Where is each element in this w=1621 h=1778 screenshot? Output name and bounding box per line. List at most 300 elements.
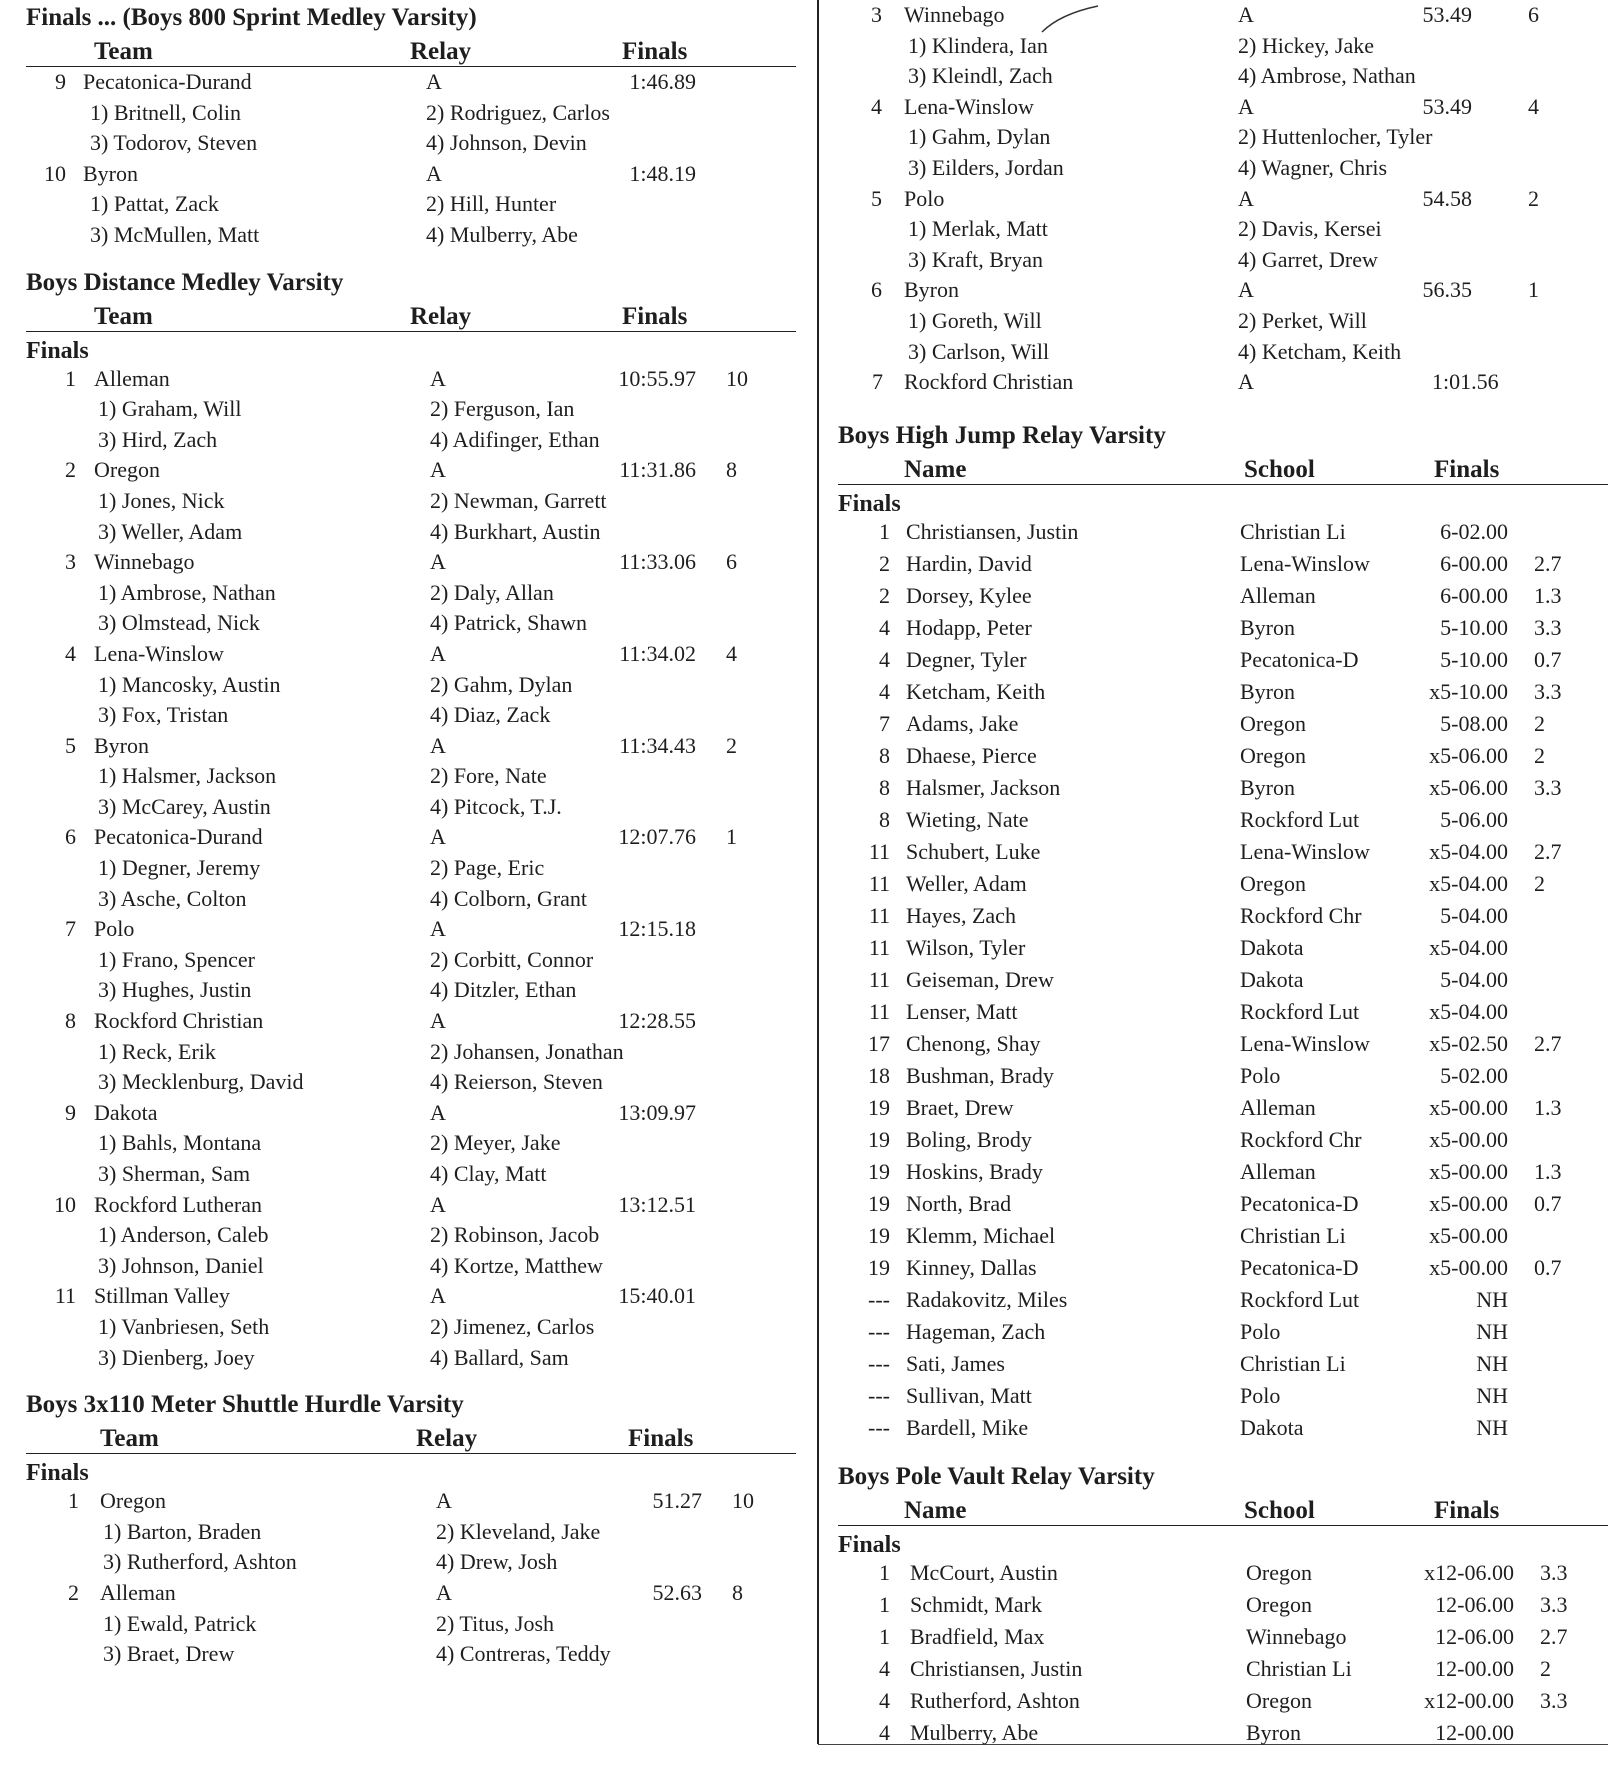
place: 3 [871, 2, 882, 27]
finals-time: 10:55.97 [618, 365, 696, 391]
place: 9 [55, 69, 66, 94]
relay-result-row [26, 1578, 796, 1609]
relay-members-row [26, 1220, 796, 1251]
runner-leg-1: 1) Graham, Will [98, 396, 242, 422]
runner-leg-2: 2) Fore, Nate [430, 763, 547, 789]
event-title-shuttle-hurdle: Boys 3x110 Meter Shuttle Hurdle Varsity [26, 1391, 464, 1419]
relay-members-row [26, 761, 796, 792]
finals-mark: x5-00.00 [1429, 1126, 1508, 1152]
school-name: Christian Li [1240, 518, 1346, 544]
athlete-name: Sullivan, Matt [906, 1382, 1032, 1408]
athlete-name: Degner, Tyler [906, 646, 1027, 672]
athlete-name: Schubert, Luke [906, 838, 1041, 864]
school-name: Rockford Lut [1240, 1286, 1360, 1312]
team-name: Lena-Winslow [904, 93, 1034, 119]
finals-time: 53.49 [1422, 93, 1472, 119]
athlete-result-row [838, 1654, 1608, 1686]
school-name: Oregon [1240, 710, 1306, 736]
place: 11 [868, 966, 890, 992]
team-name: Rockford Christian [94, 1008, 264, 1034]
runner-leg-4: 4) Adifinger, Ethan [430, 426, 600, 452]
relay-members-row [26, 128, 796, 159]
athlete-result-row [838, 613, 1608, 645]
runner-leg-2: 2) Gahm, Dylan [430, 671, 573, 697]
runner-leg-1: 1) Goreth, Will [908, 307, 1042, 333]
relay-result-row [838, 184, 1608, 215]
runner-leg-4: 4) Contreras, Teddy [436, 1641, 611, 1667]
runner-leg-1: 1) Klindera, Ian [908, 32, 1048, 58]
finals-mark: 12-06.00 [1435, 1623, 1514, 1649]
school-name: Byron [1240, 678, 1295, 704]
athlete-name: Ketcham, Keith [906, 678, 1046, 704]
finals-time: 1:01.56 [1432, 369, 1499, 395]
points: 10 [726, 365, 748, 391]
finals-mark: 6-00.00 [1440, 550, 1508, 576]
place: 4 [879, 1655, 890, 1681]
athlete-name: Geiseman, Drew [906, 966, 1054, 992]
school-name: Byron [1246, 1719, 1301, 1745]
points: 8 [726, 457, 737, 483]
athlete-result-row [838, 869, 1608, 901]
event-title-distance-medley: Boys Distance Medley Varsity [26, 268, 344, 296]
finals-mark: x12-00.00 [1424, 1687, 1514, 1713]
finals-time: 13:12.51 [618, 1191, 696, 1217]
relay-letter: A [426, 69, 442, 94]
pole-vault-results [838, 1558, 1608, 1750]
runner-leg-2: 2) Davis, Kersei [1238, 216, 1382, 242]
place: 7 [872, 369, 883, 395]
athlete-result-row [838, 997, 1608, 1029]
school-name: Lena-Winslow [1240, 550, 1370, 576]
runner-leg-1: 1) Mancosky, Austin [98, 671, 281, 697]
relay-result-row [26, 1486, 796, 1517]
relay-letter: A [1238, 369, 1254, 395]
place: 1 [65, 365, 76, 391]
athlete-result-row [838, 1061, 1608, 1093]
team-name: Dakota [94, 1099, 158, 1125]
relay-members-row [26, 1312, 796, 1343]
relay-result-row [26, 639, 796, 670]
relay-letter: A [1238, 2, 1254, 27]
relay-members-row [26, 1128, 796, 1159]
points: 3.3 [1540, 1591, 1568, 1617]
place: 5 [65, 732, 76, 758]
section-finals: Finals [838, 1531, 901, 1558]
athlete-name: McCourt, Austin [910, 1559, 1058, 1585]
relay-letter: A [430, 457, 446, 483]
points: 10 [732, 1488, 754, 1514]
runner-leg-4: 4) Wagner, Chris [1238, 154, 1388, 180]
athlete-name: Adams, Jake [906, 710, 1019, 736]
athlete-result-row [838, 1718, 1608, 1750]
finals-time: 12:15.18 [618, 916, 696, 942]
header-school: School [1244, 455, 1315, 483]
relay-members-row [26, 975, 796, 1006]
place: 19 [868, 1158, 890, 1184]
runner-leg-1: 1) Anderson, Caleb [98, 1222, 269, 1248]
athlete-result-row [838, 837, 1608, 869]
athlete-name: Hayes, Zach [906, 902, 1016, 928]
finals-mark: NH [1476, 1318, 1508, 1344]
points: 0.7 [1534, 646, 1562, 672]
place: 10 [44, 160, 66, 186]
runner-leg-3: 3) McMullen, Matt [90, 221, 260, 247]
place: 4 [879, 1719, 890, 1745]
right-column [838, 0, 1608, 1750]
team-name: Byron [94, 732, 149, 758]
points: 0.7 [1534, 1190, 1562, 1216]
school-name: Dakota [1240, 1414, 1304, 1440]
school-name: Pecatonica-D [1240, 1254, 1359, 1280]
athlete-name: Christiansen, Justin [910, 1655, 1083, 1681]
points: 1 [726, 824, 737, 850]
relay-members-row [26, 608, 796, 639]
header-relay: Relay [410, 302, 472, 330]
place: 1 [879, 1559, 890, 1585]
relay-members-row [26, 670, 796, 701]
section-finals: Finals [26, 337, 89, 364]
team-name: Polo [94, 916, 135, 942]
points: 2.7 [1534, 550, 1562, 576]
runner-leg-1: 1) Degner, Jeremy [98, 855, 261, 881]
place: 1 [879, 1591, 890, 1617]
runner-leg-2: 2) Jimenez, Carlos [430, 1313, 595, 1339]
athlete-name: Dhaese, Pierce [906, 742, 1037, 768]
finals-time: 11:34.02 [619, 640, 696, 666]
finals-time: 1:48.19 [629, 160, 696, 186]
finals-mark: 5-08.00 [1440, 710, 1508, 736]
runner-leg-4: 4) Reierson, Steven [430, 1069, 603, 1095]
points: 1.3 [1534, 1094, 1562, 1120]
relay-members-row [26, 1639, 796, 1670]
points: 8 [732, 1579, 743, 1605]
finals-mark: NH [1476, 1286, 1508, 1312]
athlete-name: Klemm, Michael [906, 1222, 1056, 1248]
athlete-name: Mulberry, Abe [910, 1719, 1039, 1745]
points: 3.3 [1540, 1559, 1568, 1585]
runner-leg-1: 1) Pattat, Zack [90, 191, 219, 217]
relay-letter: A [436, 1488, 452, 1514]
finals-mark: x5-00.00 [1429, 1190, 1508, 1216]
relay-letter: A [430, 824, 446, 850]
runner-leg-3: 3) Hughes, Justin [98, 977, 252, 1003]
athlete-result-row [838, 805, 1608, 837]
finals-mark: x5-00.00 [1429, 1222, 1508, 1248]
event-title-high-jump: Boys High Jump Relay Varsity [838, 421, 1166, 449]
runner-leg-3: 3) Kleindl, Zach [908, 63, 1053, 89]
runner-leg-4: 4) Burkhart, Austin [430, 518, 601, 544]
finals-mark: 6-00.00 [1440, 582, 1508, 608]
runner-leg-3: 3) Todorov, Steven [90, 130, 258, 156]
school-name: Oregon [1246, 1687, 1312, 1713]
column-header [26, 300, 796, 332]
athlete-result-row [838, 1093, 1608, 1125]
team-name: Stillman Valley [94, 1283, 230, 1309]
team-name: Rockford Lutheran [94, 1191, 262, 1217]
points: 6 [1528, 2, 1539, 27]
relay-members-row [26, 220, 796, 251]
finals-mark: x5-00.00 [1429, 1094, 1508, 1120]
school-name: Lena-Winslow [1240, 838, 1370, 864]
runner-leg-4: 4) Clay, Matt [430, 1161, 547, 1186]
finals-time: 12:07.76 [618, 824, 696, 850]
runner-leg-4: 4) Johnson, Devin [426, 130, 587, 156]
section-finals: Finals [26, 1460, 89, 1487]
relay-members-row [26, 98, 796, 129]
runner-leg-2: 2) Huttenlocher, Tyler [1238, 124, 1433, 150]
place: 11 [868, 934, 890, 960]
school-name: Byron [1240, 614, 1295, 640]
athlete-name: Wieting, Nate [906, 806, 1029, 832]
place: 19 [868, 1190, 890, 1216]
column-header [26, 35, 796, 67]
runner-leg-4: 4) Ballard, Sam [430, 1344, 569, 1370]
athlete-result-row [838, 549, 1608, 581]
athlete-result-row [838, 677, 1608, 709]
athlete-name: Bradfield, Max [910, 1623, 1045, 1649]
place: 2 [65, 457, 76, 483]
finals-time: 51.27 [652, 1488, 702, 1514]
school-name: Winnebago [1246, 1623, 1347, 1649]
place: 4 [65, 640, 76, 666]
header-finals: Finals [622, 38, 688, 65]
points: 2 [1534, 742, 1545, 768]
place: 11 [868, 870, 890, 896]
relay-result-row [838, 275, 1608, 306]
runner-leg-3: 3) Dienberg, Joey [98, 1344, 255, 1370]
school-name: Lena-Winslow [1240, 1030, 1370, 1056]
relay-members-row [26, 945, 796, 976]
runner-leg-3: 3) Fox, Tristan [98, 702, 229, 728]
school-name: Alleman [1240, 582, 1316, 608]
finals-mark: 12-00.00 [1435, 1655, 1514, 1681]
relay-members-row [26, 486, 796, 517]
team-name: Alleman [100, 1579, 176, 1605]
runner-leg-4: 4) Drew, Josh [436, 1549, 558, 1575]
relay-members-row [838, 61, 1608, 92]
finals-mark: x5-00.00 [1429, 1158, 1508, 1184]
relay-members-row [26, 1609, 796, 1640]
team-name: Winnebago [94, 549, 195, 575]
relay-result-row [26, 1281, 796, 1312]
athlete-result-row [838, 1413, 1608, 1445]
relay-letter: A [1238, 277, 1254, 303]
relay-members-row [26, 1067, 796, 1098]
school-name: Alleman [1240, 1158, 1316, 1184]
place: 5 [871, 185, 882, 211]
points: 2 [1528, 185, 1539, 211]
points: 2 [1534, 710, 1545, 736]
runner-leg-3: 3) Rutherford, Ashton [103, 1549, 297, 1575]
team-name: Oregon [100, 1488, 166, 1514]
finals-mark: 6-02.00 [1440, 518, 1508, 544]
place: 4 [879, 678, 890, 704]
school-name: Christian Li [1246, 1655, 1352, 1681]
place: 4 [879, 1687, 890, 1713]
finals-time: 53.49 [1422, 2, 1472, 27]
high-jump-results [838, 517, 1608, 1445]
relay-result-row [26, 547, 796, 578]
athlete-result-row [838, 581, 1608, 613]
athlete-name: Hodapp, Peter [906, 614, 1032, 640]
points: 1 [1528, 277, 1539, 303]
finals-mark: x5-04.00 [1429, 998, 1508, 1024]
athlete-result-row [838, 517, 1608, 549]
athlete-name: Radakovitz, Miles [906, 1286, 1068, 1312]
runner-leg-2: 2) Ferguson, Ian [430, 396, 575, 422]
finals-time: 11:31.86 [619, 457, 696, 483]
school-name: Rockford Chr [1240, 902, 1362, 928]
relay-members-row [26, 1517, 796, 1548]
school-name: Polo [1240, 1382, 1281, 1408]
athlete-result-row [838, 1189, 1608, 1221]
points: 3.3 [1534, 678, 1562, 704]
finals-time: 13:09.97 [618, 1099, 696, 1125]
athlete-result-row [838, 1253, 1608, 1285]
finals-time: 1:46.89 [629, 69, 696, 94]
points: 2 [1534, 870, 1545, 896]
relay-letter: A [430, 1191, 446, 1217]
finals-time: 52.63 [652, 1579, 702, 1605]
athlete-name: Wilson, Tyler [906, 934, 1026, 960]
place: 10 [54, 1191, 76, 1217]
relay-letter: A [1238, 185, 1254, 211]
school-name: Christian Li [1240, 1222, 1346, 1248]
relay-result-row [838, 0, 1608, 31]
relay-result-row [838, 367, 1608, 398]
relay-members-row [26, 394, 796, 425]
athlete-name: Lenser, Matt [906, 998, 1018, 1024]
finals-mark: 12-00.00 [1435, 1719, 1514, 1745]
place: 1 [879, 1623, 890, 1649]
finals-time: 11:34.43 [619, 732, 696, 758]
runner-leg-3: 3) Hird, Zach [98, 426, 218, 452]
team-name: Pecatonica-Durand [83, 69, 252, 94]
athlete-result-row [838, 1285, 1608, 1317]
relay-members-row [26, 1037, 796, 1068]
relay-letter: A [430, 916, 446, 942]
athlete-result-row [838, 1622, 1608, 1654]
runner-leg-1: 1) Britnell, Colin [90, 99, 241, 125]
shuttle-hurdle-results-continued [838, 0, 1608, 367]
header-relay: Relay [410, 38, 472, 65]
section-finals: Finals [838, 490, 901, 517]
points: 3.3 [1534, 774, 1562, 800]
points: 1.3 [1534, 582, 1562, 608]
athlete-result-row [838, 1125, 1608, 1157]
athlete-result-row [838, 1029, 1608, 1061]
place: --- [868, 1318, 890, 1344]
runner-leg-1: 1) Reck, Erik [98, 1038, 216, 1064]
athlete-name: Boling, Brody [906, 1126, 1032, 1152]
runner-leg-3: 3) Mecklenburg, David [98, 1069, 304, 1095]
finals-mark: 5-10.00 [1440, 646, 1508, 672]
runner-leg-3: 3) Olmstead, Nick [98, 610, 260, 636]
athlete-name: Bushman, Brady [906, 1062, 1054, 1088]
relay-letter: A [436, 1579, 452, 1605]
finals-time: 11:33.06 [619, 549, 696, 575]
school-name: Pecatonica-D [1240, 646, 1359, 672]
relay-members-row [26, 189, 796, 220]
relay-result-row [26, 731, 796, 762]
athlete-name: Hoskins, Brady [906, 1158, 1043, 1184]
finals-mark: 5-10.00 [1440, 614, 1508, 640]
school-name: Dakota [1240, 934, 1304, 960]
team-name: Pecatonica-Durand [94, 824, 263, 850]
athlete-result-row [838, 1590, 1608, 1622]
runner-leg-3: 3) Sherman, Sam [98, 1161, 251, 1186]
relay-members-row [26, 884, 796, 915]
points: 2.7 [1534, 1030, 1562, 1056]
points: 2 [1540, 1655, 1551, 1681]
school-name: Rockford Lut [1240, 998, 1360, 1024]
place: --- [868, 1382, 890, 1408]
points: 2 [726, 732, 737, 758]
finals-mark: x5-04.00 [1429, 934, 1508, 960]
athlete-name: Braet, Drew [906, 1094, 1014, 1120]
athlete-name: Hageman, Zach [906, 1318, 1046, 1344]
place: 1 [879, 518, 890, 544]
runner-leg-4: 4) Mulberry, Abe [426, 221, 578, 247]
runner-leg-3: 3) Johnson, Daniel [98, 1252, 264, 1278]
runner-leg-3: 3) Weller, Adam [98, 518, 243, 544]
points: 6 [726, 549, 737, 575]
header-finals: Finals [1434, 1496, 1500, 1524]
column-divider [817, 0, 819, 1744]
relay-members-row [26, 700, 796, 731]
relay-members-row [26, 1343, 796, 1374]
relay-members-row [838, 31, 1608, 62]
finals-mark: x5-06.00 [1429, 742, 1508, 768]
place: --- [868, 1414, 890, 1440]
place: 11 [868, 902, 890, 928]
finals-mark: 5-04.00 [1440, 966, 1508, 992]
athlete-result-row [838, 1558, 1608, 1590]
column-header [838, 1494, 1608, 1526]
event-title-sprint-medley: Finals ... (Boys 800 Sprint Medley Varsity) [26, 4, 477, 31]
athlete-name: Christiansen, Justin [906, 518, 1079, 544]
relay-letter: A [426, 160, 442, 186]
relay-members-row [26, 792, 796, 823]
school-name: Rockford Lut [1240, 806, 1360, 832]
runner-leg-4: 4) Garret, Drew [1238, 246, 1378, 272]
place: 19 [868, 1222, 890, 1248]
place: 4 [879, 646, 890, 672]
athlete-name: Bardell, Mike [906, 1414, 1029, 1440]
runner-leg-4: 4) Diaz, Zack [430, 702, 551, 728]
runner-leg-2: 2) Corbitt, Connor [430, 946, 594, 972]
runner-leg-2: 2) Robinson, Jacob [430, 1222, 600, 1248]
header-team: Team [94, 38, 153, 65]
place: 17 [868, 1030, 890, 1056]
relay-members-row [26, 1251, 796, 1282]
runner-leg-3: 3) McCarey, Austin [98, 793, 271, 819]
team-name: Oregon [94, 457, 160, 483]
runner-leg-3: 3) Eilders, Jordan [908, 154, 1064, 180]
relay-letter: A [430, 1008, 446, 1034]
header-team: Team [94, 302, 153, 330]
runner-leg-2: 2) Kleveland, Jake [436, 1518, 601, 1544]
place: 8 [65, 1008, 76, 1034]
runner-leg-2: 2) Rodriguez, Carlos [426, 99, 610, 125]
place: 4 [871, 93, 882, 119]
finals-mark: 5-04.00 [1440, 902, 1508, 928]
finals-mark: x5-06.00 [1429, 774, 1508, 800]
place: 19 [868, 1254, 890, 1280]
runner-leg-1: 1) Bahls, Montana [98, 1130, 262, 1156]
runner-leg-4: 4) Kortze, Matthew [430, 1252, 603, 1278]
athlete-name: Weller, Adam [906, 870, 1027, 896]
